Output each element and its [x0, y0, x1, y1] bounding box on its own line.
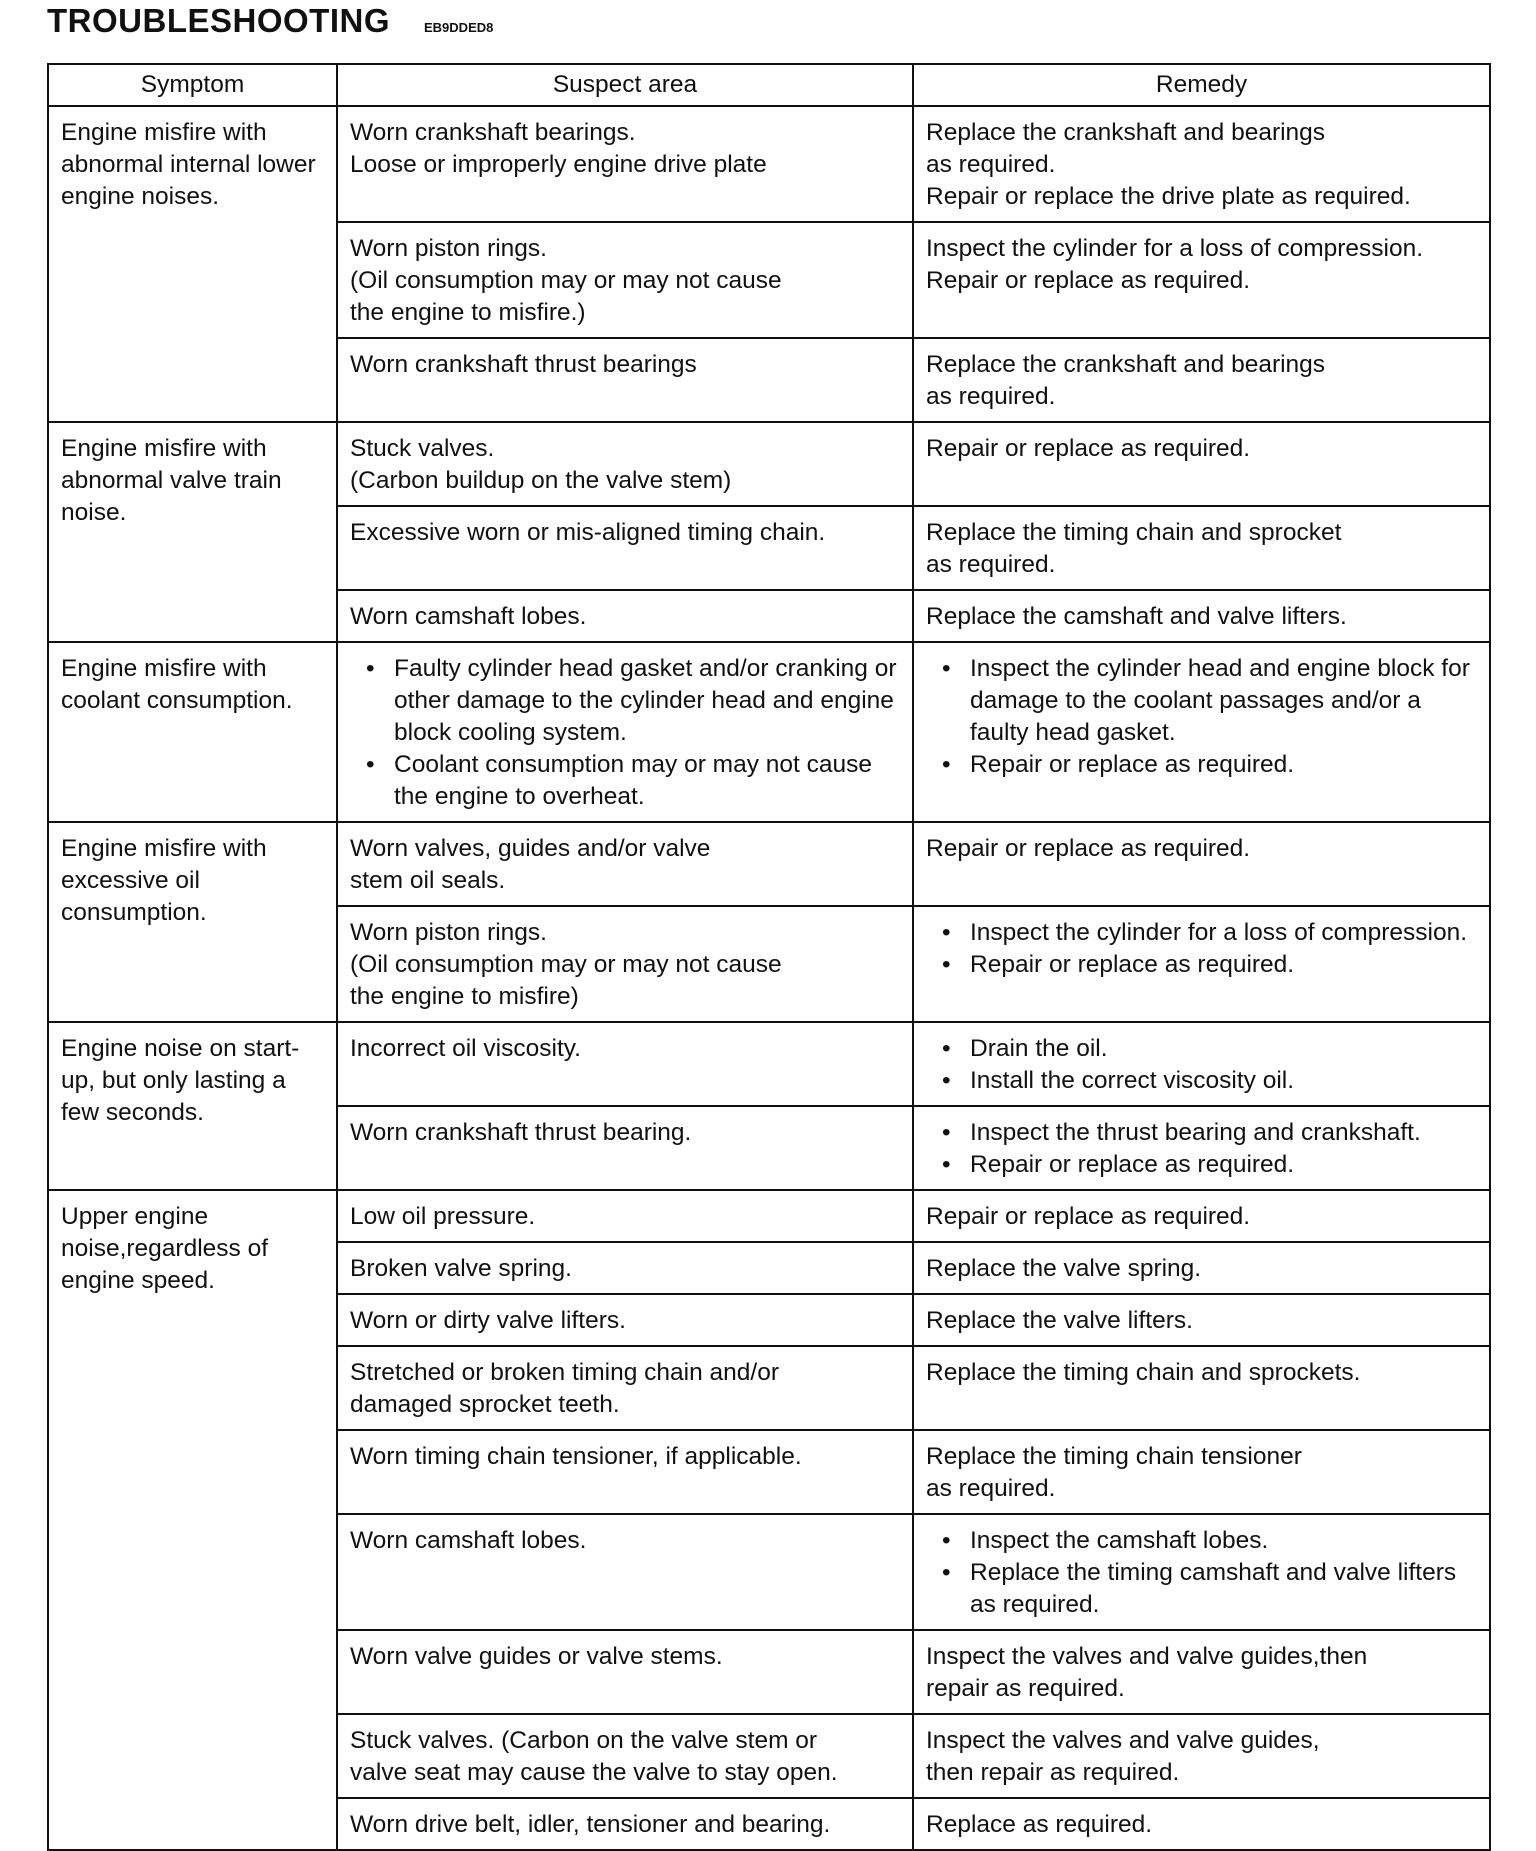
remedy-line: Replace the valve lifters. — [926, 1307, 1193, 1334]
remedy-cell — [913, 222, 1490, 338]
remedy-cell — [913, 1714, 1490, 1798]
remedy-cell — [913, 422, 1490, 506]
remedy-cell — [913, 1430, 1490, 1514]
remedy-bullet-item: • Inspect the cylinder head and engine block for damage to the coolant passages and/or a faulty head gasket. — [970, 653, 1477, 749]
suspect-line: Worn drive belt, idler, tensioner and bearing. — [350, 1811, 831, 1838]
suspect-bullet-item: • Faulty cylinder head gasket and/or cranking or other damage to the cylinder head and engine block cooling system. — [394, 653, 900, 749]
suspect-line: Worn crankshaft thrust bearings — [350, 351, 697, 378]
remedy-line: repair as required. — [926, 1675, 1125, 1702]
remedy-line: as required. — [926, 551, 1056, 578]
suspect-area-cell — [337, 1514, 913, 1630]
remedy-line: as required. — [926, 383, 1056, 410]
symptom-cell: Engine noise on start-up, but only lasting a few seconds. — [48, 1022, 337, 1190]
remedy-cell — [913, 506, 1490, 590]
suspect-area-cell — [337, 1430, 913, 1514]
remedy-line: Replace the camshaft and valve lifters. — [926, 603, 1347, 630]
suspect-line: (Oil consumption may or may not cause — [350, 951, 782, 978]
page-header — [47, 2, 493, 42]
remedy-line: Repair or replace as required. — [926, 835, 1251, 862]
page-title: TROUBLESHOOTING — [47, 2, 390, 39]
remedy-cell — [913, 338, 1490, 422]
remedy-cell — [913, 106, 1490, 222]
remedy-line: Replace the timing chain and sprockets. — [926, 1359, 1361, 1386]
suspect-line: Incorrect oil viscosity. — [350, 1035, 581, 1062]
remedy-cell — [913, 590, 1490, 642]
suspect-area-cell — [337, 222, 913, 338]
suspect-area-cell — [337, 106, 913, 222]
remedy-bullet-list — [926, 653, 1477, 781]
suspect-line: Worn crankshaft thrust bearing. — [350, 1119, 692, 1146]
troubleshooting-table — [47, 63, 1491, 1851]
suspect-line: Excessive worn or mis-aligned timing chain. — [350, 519, 826, 546]
remedy-cell — [913, 1514, 1490, 1630]
remedy-cell — [913, 1242, 1490, 1294]
suspect-area-cell — [337, 642, 913, 822]
table-body — [48, 106, 1490, 1850]
remedy-bullet-list — [926, 1525, 1477, 1621]
remedy-line: Replace the timing chain tensioner — [926, 1443, 1302, 1470]
suspect-line: stem oil seals. — [350, 867, 506, 894]
remedy-line: as required. — [926, 1475, 1056, 1502]
suspect-bullet-item: • Coolant consumption may or may not cause the engine to overheat. — [394, 749, 900, 813]
remedy-line: Repair or replace as required. — [926, 435, 1251, 462]
table-row — [48, 1022, 1490, 1106]
suspect-area-cell — [337, 590, 913, 642]
suspect-area-cell — [337, 1346, 913, 1430]
remedy-line: Replace the valve spring. — [926, 1255, 1202, 1282]
remedy-bullet-item: • Repair or replace as required. — [970, 749, 1477, 781]
remedy-line: Inspect the valves and valve guides, — [926, 1727, 1320, 1754]
column-header-suspect-area: Suspect area — [337, 64, 913, 106]
remedy-bullet-list — [926, 1033, 1477, 1097]
suspect-line: damaged sprocket teeth. — [350, 1391, 620, 1418]
suspect-line: Worn or dirty valve lifters. — [350, 1307, 626, 1334]
remedy-cell — [913, 1190, 1490, 1242]
remedy-line: Inspect the valves and valve guides,then — [926, 1643, 1368, 1670]
suspect-area-cell — [337, 1190, 913, 1242]
suspect-line: Worn camshaft lobes. — [350, 603, 587, 630]
remedy-cell — [913, 642, 1490, 822]
suspect-line: Stuck valves. — [350, 435, 495, 462]
suspect-area-cell — [337, 506, 913, 590]
remedy-cell — [913, 822, 1490, 906]
remedy-cell — [913, 1346, 1490, 1430]
remedy-line: as required. — [926, 151, 1056, 178]
suspect-line: valve seat may cause the valve to stay open. — [350, 1759, 838, 1786]
remedy-bullet-item: • Install the correct viscosity oil. — [970, 1065, 1477, 1097]
table-row — [48, 642, 1490, 822]
symptom-cell: Upper engine noise,regardless of engine speed. — [48, 1190, 337, 1850]
remedy-bullet-item: • Repair or replace as required. — [970, 1149, 1477, 1181]
remedy-cell — [913, 1294, 1490, 1346]
suspect-line: Worn valves, guides and/or valve — [350, 835, 711, 862]
remedy-bullet-item: • Inspect the cylinder for a loss of compression. — [970, 917, 1477, 949]
suspect-area-cell — [337, 1242, 913, 1294]
remedy-bullet-item: • Repair or replace as required. — [970, 949, 1477, 981]
symptom-cell: Engine misfire with coolant consumption. — [48, 642, 337, 822]
remedy-line: Inspect the cylinder for a loss of compression. — [926, 235, 1424, 262]
table-row — [48, 822, 1490, 906]
remedy-line: Replace the crankshaft and bearings — [926, 119, 1326, 146]
suspect-area-cell — [337, 1714, 913, 1798]
remedy-bullet-item: • Inspect the thrust bearing and crankshaft. — [970, 1117, 1477, 1149]
remedy-cell — [913, 1630, 1490, 1714]
suspect-line: Broken valve spring. — [350, 1255, 572, 1282]
suspect-line: Loose or improperly engine drive plate — [350, 151, 767, 178]
suspect-line: the engine to misfire) — [350, 983, 579, 1010]
suspect-line: (Carbon buildup on the valve stem) — [350, 467, 732, 494]
suspect-area-cell — [337, 1798, 913, 1850]
remedy-line: Repair or replace the drive plate as required. — [926, 183, 1411, 210]
suspect-area-cell — [337, 1106, 913, 1190]
suspect-line: Worn camshaft lobes. — [350, 1527, 587, 1554]
suspect-line: Stretched or broken timing chain and/or — [350, 1359, 779, 1386]
suspect-line: Worn piston rings. — [350, 235, 547, 262]
suspect-area-cell — [337, 338, 913, 422]
remedy-cell — [913, 906, 1490, 1022]
suspect-line: Low oil pressure. — [350, 1203, 536, 1230]
symptom-cell: Engine misfire with abnormal internal lower engine noises. — [48, 106, 337, 422]
remedy-bullet-item: • Inspect the camshaft lobes. — [970, 1525, 1477, 1557]
table-row — [48, 1190, 1490, 1242]
remedy-cell — [913, 1106, 1490, 1190]
suspect-line: Worn crankshaft bearings. — [350, 119, 636, 146]
table-row — [48, 422, 1490, 506]
suspect-line: Worn timing chain tensioner, if applicable. — [350, 1443, 802, 1470]
table-header-row — [48, 64, 1490, 106]
suspect-line: Worn piston rings. — [350, 919, 547, 946]
remedy-line: then repair as required. — [926, 1759, 1180, 1786]
suspect-bullet-list — [350, 653, 900, 813]
suspect-line: Stuck valves. (Carbon on the valve stem or — [350, 1727, 818, 1754]
remedy-bullet-item: • Drain the oil. — [970, 1033, 1477, 1065]
suspect-area-cell — [337, 822, 913, 906]
suspect-area-cell — [337, 1294, 913, 1346]
remedy-line: Replace the crankshaft and bearings — [926, 351, 1326, 378]
suspect-line: Worn valve guides or valve stems. — [350, 1643, 723, 1670]
remedy-bullet-list — [926, 917, 1477, 981]
suspect-line: the engine to misfire.) — [350, 299, 586, 326]
remedy-cell — [913, 1798, 1490, 1850]
remedy-bullet-item: • Replace the timing camshaft and valve lifters as required. — [970, 1557, 1477, 1621]
column-header-remedy: Remedy — [913, 64, 1490, 106]
suspect-area-cell — [337, 1022, 913, 1106]
symptom-cell: Engine misfire with abnormal valve train noise. — [48, 422, 337, 642]
suspect-area-cell — [337, 422, 913, 506]
table-row — [48, 106, 1490, 222]
document-code: EB9DDED8 — [424, 20, 494, 35]
remedy-bullet-list — [926, 1117, 1477, 1181]
remedy-line: Replace the timing chain and sprocket — [926, 519, 1342, 546]
column-header-symptom: Symptom — [48, 64, 337, 106]
suspect-line: (Oil consumption may or may not cause — [350, 267, 782, 294]
symptom-cell: Engine misfire with excessive oil consumption. — [48, 822, 337, 1022]
suspect-area-cell — [337, 1630, 913, 1714]
remedy-cell — [913, 1022, 1490, 1106]
remedy-line: Replace as required. — [926, 1811, 1153, 1838]
suspect-area-cell — [337, 906, 913, 1022]
remedy-line: Repair or replace as required. — [926, 1203, 1251, 1230]
remedy-line: Repair or replace as required. — [926, 267, 1251, 294]
